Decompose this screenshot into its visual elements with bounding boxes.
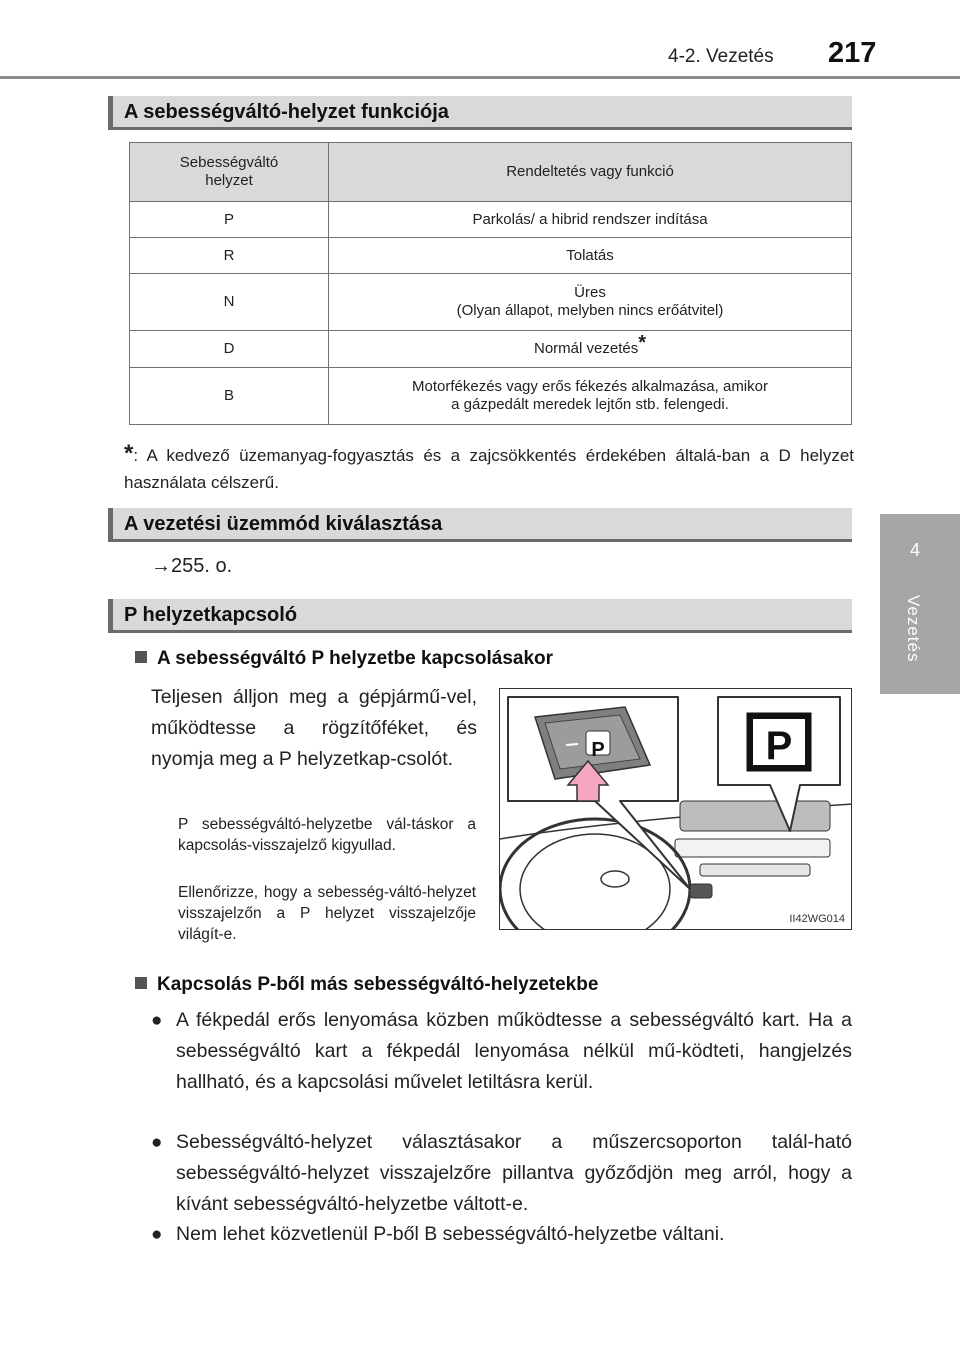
section-heading-p-switch (108, 599, 852, 633)
instruction-paragraph: Teljesen álljon meg a gépjármű-vel, működtesse a rögzítőféket, és nyomja meg a P helyzetkap-csolót. (151, 686, 477, 770)
section-title: A sebességváltó-helyzet funkciója (124, 101, 449, 123)
footnote-star: * (638, 332, 646, 354)
note-indicator-lights: P sebességváltó-helyzetbe vál-táskor a kapcsolás-visszajelző kigyullad. (178, 816, 476, 854)
section-heading-drive-mode (108, 508, 852, 542)
table-footnote: *: A kedvező üzemanyag-fogyasztás és a zajcsökkentés érdekében általá-ban a D helyzet használata célszerű. (124, 440, 854, 492)
square-bullet-icon (135, 651, 147, 663)
chapter-label: Vezetés (904, 595, 923, 663)
table-header-function: Rendeltetés vagy funkció (329, 143, 852, 202)
header-section-title: 4-2. Vezetés (668, 46, 774, 67)
p-button-letter: P (591, 739, 605, 761)
bullet-dot-icon: ● (151, 1132, 163, 1153)
cell-function: Parkolás/ a hibrid rendszer indítása (329, 202, 852, 238)
figure-code: II42WG014 (789, 913, 845, 925)
cell-position: N (130, 274, 329, 331)
table-row (130, 274, 852, 331)
p-indicator-letter: P (765, 724, 793, 768)
cell-function: Normál vezetés* (329, 331, 852, 368)
cell-position: D (130, 331, 329, 368)
table-row (130, 368, 852, 425)
cell-position: B (130, 368, 329, 425)
section-title: A vezetési üzemmód kiválasztása (124, 513, 443, 535)
note-check-indicator: Ellenőrizze, hogy a sebesség-váltó-helyzet visszajelzőn a P helyzet visszajelzője világít-e. (178, 884, 476, 943)
cell-position: P (130, 202, 329, 238)
p-switch-illustration (499, 688, 852, 930)
subheading-shift-to-p: A sebességváltó P helyzetbe kapcsolásakor (135, 648, 553, 670)
section-title: P helyzetkapcsoló (124, 604, 298, 626)
gear-position-table (129, 142, 852, 425)
cell-position: R (130, 238, 329, 274)
page-number: 217 (828, 37, 877, 69)
section-heading-gear-function (108, 96, 852, 130)
header-divider (0, 76, 960, 79)
steering-wheel (500, 819, 690, 930)
cell-function: Üres (Olyan állapot, melyben nincs erőátvitel) (329, 274, 852, 331)
list-item: ● Sebességváltó-helyzet választásakor a műszercsoporton talál-ható sebességváltó-helyzet visszajelzőre pillantva győződjön meg arról, hogy a kívánt sebességváltó-helyzetbe váltott-e. (151, 1127, 852, 1220)
list-item: ● Nem lehet közvetlenül P-ből B sebességváltó-helyzetbe váltani. (151, 1219, 852, 1250)
list-item: ● A fékpedál erős lenyomása közben működtesse a sebességváltó kart. Ha a sebességváltó kart a fékpedál lenyomása nélkül mű-ködteti, hangjelzés hallható, és a kapcsolási művelet letiltásra kerül. (151, 1005, 852, 1098)
chapter-number: 4 (909, 540, 920, 560)
page-reference: →255. o. (151, 555, 233, 577)
square-bullet-icon (135, 977, 147, 989)
cell-function: Tolatás (329, 238, 852, 274)
table-header-position: Sebességváltó helyzet (130, 143, 329, 202)
cell-function: Motorfékezés vagy erős fékezés alkalmazása, amikor a gázpedált meredek lejtőn stb. felengedi. (329, 368, 852, 425)
subheading-shift-from-p: Kapcsolás P-ből más sebességváltó-helyzetekbe (135, 974, 598, 996)
table-header-row (130, 143, 852, 202)
table-row (130, 238, 852, 274)
bullet-dot-icon: ● (151, 1010, 163, 1031)
table-row (130, 331, 852, 368)
table-row (130, 202, 852, 238)
bullet-dot-icon: ● (151, 1224, 163, 1245)
dashboard-drawing (500, 689, 852, 930)
